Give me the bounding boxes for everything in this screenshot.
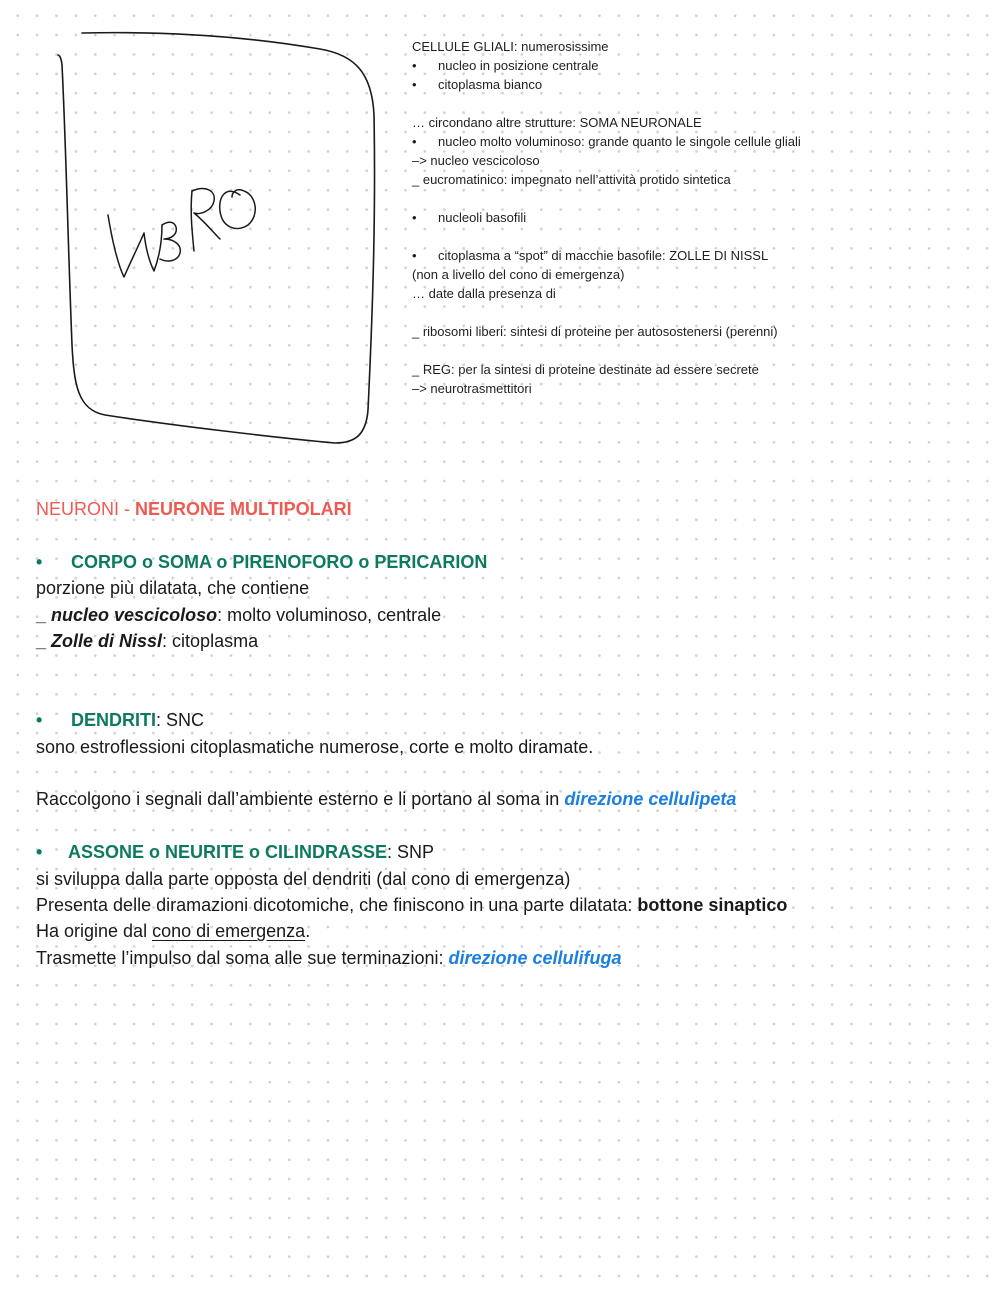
- soma-item-1-rest: : molto voluminoso, centrale: [217, 605, 442, 625]
- heading-bold: NEURONE MULTIPOLARI: [135, 499, 352, 519]
- bullet-item: • citoplasma bianco: [412, 75, 972, 94]
- assone-line-2: [36, 892, 787, 918]
- blank-line: [412, 189, 972, 208]
- bullet-icon: •: [36, 842, 43, 862]
- note-line: _ eucromatinico: impegnato nell’attività protido sintetica: [412, 172, 731, 187]
- assone-title: ASSONE o NEURITE o CILINDRASSE: [68, 842, 388, 862]
- assone-bottone: bottone sinaptico: [637, 895, 788, 915]
- note-line: CELLULE GLIALI: numerosissime: [412, 39, 609, 54]
- bullet-icon: •: [36, 552, 43, 572]
- assone-line-3: [36, 918, 310, 944]
- soma-title: CORPO o SOMA o PIRENOFORO o PERICARION: [71, 552, 488, 572]
- assone-line-3-end: .: [305, 921, 311, 941]
- blank-line: [412, 94, 972, 113]
- hand-drawn-sketch: [50, 25, 380, 450]
- item-prefix: _: [36, 605, 52, 625]
- assone-line-4: [36, 945, 622, 971]
- bullet-item: • nucleoli basofili: [412, 208, 972, 227]
- note-line: –> nucleo vescicoloso: [412, 153, 540, 168]
- heading-prefix: NEURONI -: [36, 499, 135, 519]
- assone-title-rest: : SNP: [387, 842, 435, 862]
- sketch-handwriting: [108, 189, 255, 277]
- note-line: (non a livello del cono di emergenza): [412, 267, 625, 282]
- section-heading: [36, 496, 352, 522]
- blank-line: [412, 303, 972, 322]
- soma-item-2-term: Zolle di Nissl: [51, 631, 163, 651]
- note-line: … date dalla presenza di: [412, 286, 556, 301]
- blank-line: [412, 341, 972, 360]
- soma-item-2: [36, 628, 258, 654]
- soma-item-2-rest: : citoplasma: [162, 631, 259, 651]
- glia-notes: [412, 37, 972, 398]
- bullet-item: • nucleo in posizione centrale: [412, 56, 972, 75]
- item-prefix: _: [36, 631, 52, 651]
- soma-line-1: porzione più dilatata, che contiene: [36, 578, 310, 598]
- soma-item-1-term: nucleo vescicoloso: [51, 605, 218, 625]
- assone-line-2-text: Presenta delle diramazioni dicotomiche, che finiscono in una parte dilatata:: [36, 895, 638, 915]
- dendriti-title-row: [36, 707, 204, 733]
- assone-title-row: [36, 839, 434, 865]
- assone-line-1: si sviluppa dalla parte opposta del dendriti (dal cono di emergenza): [36, 869, 571, 889]
- note-line: –> neurotrasmettitori: [412, 381, 532, 396]
- bullet-icon: •: [36, 710, 43, 730]
- note-line: … circondano altre strutture: SOMA NEURONALE: [412, 115, 702, 130]
- bullet-item: • nucleo molto voluminoso: grande quanto le singole cellule gliali: [412, 132, 972, 151]
- bullet-item: • citoplasma a “spot” di macchie basofile: ZOLLE DI NISSL: [412, 246, 972, 265]
- note-line: _ ribosomi liberi: sintesi di proteine per autosostenersi (perenni): [412, 324, 778, 339]
- assone-line-4-text: Trasmette l’impulso dal soma alle sue terminazioni:: [36, 948, 449, 968]
- soma-item-1: [36, 602, 441, 628]
- dendriti-title: DENDRITI: [71, 710, 156, 730]
- blank-line: [412, 227, 972, 246]
- assone-cono: cono di emergenza: [152, 921, 306, 941]
- dendriti-line-2-text: Raccolgono i segnali dall’ambiente esterno e li portano al soma in: [36, 789, 565, 809]
- note-line: _ REG: per la sintesi di proteine destinate ad essere secrete: [412, 362, 759, 377]
- assone-line-3-text: Ha origine dal: [36, 921, 153, 941]
- dendriti-title-rest: : SNC: [156, 710, 205, 730]
- dendriti-line-2: [36, 786, 736, 812]
- sketch-label: LIBRO: [50, 25, 54, 26]
- dendriti-line-1: sono estroflessioni citoplasmatiche numerose, corte e molto diramate.: [36, 737, 594, 757]
- sketch-frame: [58, 33, 375, 443]
- soma-title-row: [36, 549, 487, 575]
- assone-direction: direzione cellulifuga: [448, 948, 622, 968]
- dendriti-direction: direzione cellulipeta: [564, 789, 737, 809]
